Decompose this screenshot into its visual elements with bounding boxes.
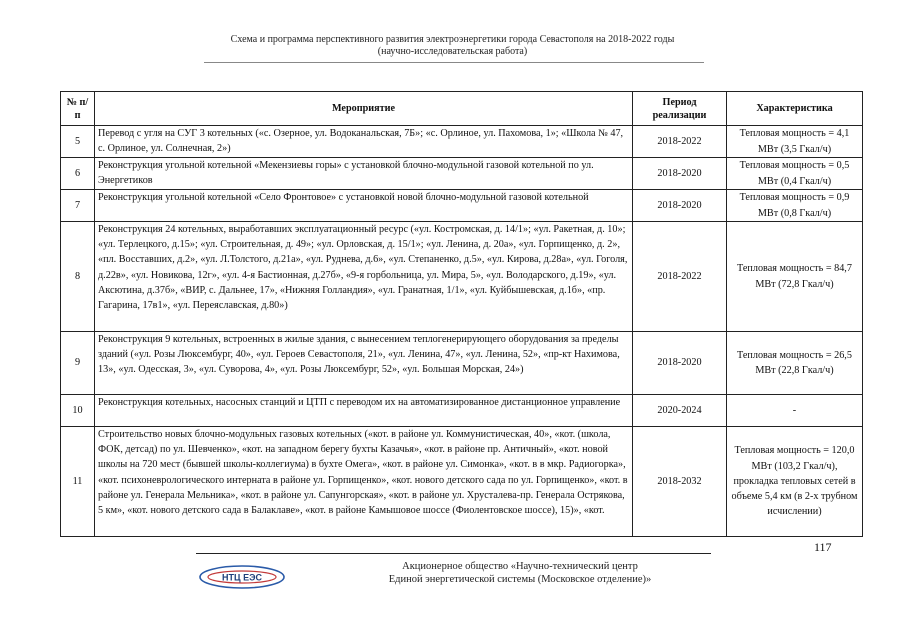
row-period: 2018-2020 bbox=[633, 332, 727, 395]
column-header-period: Период реализации bbox=[633, 92, 727, 126]
header-title: Схема и программа перспективного развития электроэнергетики города Севастополя на 2018-2022 годы bbox=[230, 34, 675, 45]
row-number: 7 bbox=[61, 190, 95, 222]
row-period: 2018-2020 bbox=[633, 158, 727, 190]
footer-divider bbox=[196, 553, 711, 554]
row-characteristic: Тепловая мощность = 26,5 МВт (22,8 Гкал/ч) bbox=[727, 332, 863, 395]
row-measure: Реконструкция 24 котельных, выработавших эксплуатационный ресурс («ул. Костромская, д. 14/1»; «ул. Ракетная, д. 10»; «ул. Терлецкого, д.15»; «ул. Строительная, д. 49»; «ул. Орловская, д. 15/1»; «ул. Ленина, д. 20а», «ул. Горпищенко, д. 2», «пл. Восставших, д.2», «ул. Л.Толстого, д.21а», «ул. Руднева, д.6», «ул. Степаненко, д.5», «ул. Кирова, д.28а», «ул. Гоголя, д.22в», «ул. Новикова, 12г», «ул. 4-я Бастионная, д.27б», «9-я горбольница, ул. Мира, 5», «ул. Володарского, д.19», «ул. Аксютина, д.37б», «ВИР, с. Дальнее, 17», «Нижняя Голландия», «ул. Гранатная, 1/1», «ул. Куйбышевская, д.1б», «пр. Гагарина, 17в1», «ул. Переяславская, д.80») bbox=[95, 222, 633, 332]
table-row bbox=[61, 332, 863, 395]
row-period: 2020-2024 bbox=[633, 395, 727, 427]
row-number: 9 bbox=[61, 332, 95, 395]
row-characteristic: - bbox=[727, 395, 863, 427]
footer-line-2: Единой энергетической системы (Московское отделение)» bbox=[388, 574, 652, 585]
row-characteristic: Тепловая мощность = 84,7 МВт (72,8 Гкал/ч) bbox=[727, 222, 863, 332]
row-number: 11 bbox=[61, 427, 95, 537]
header-subtitle: (научно-исследовательская работа) bbox=[377, 46, 528, 57]
table-row bbox=[61, 427, 863, 537]
footer-organization bbox=[340, 560, 700, 586]
row-characteristic: Тепловая мощность = 0,5 МВт (0,4 Гкал/ч) bbox=[727, 158, 863, 190]
ntc-ees-logo bbox=[198, 563, 286, 591]
column-header-num: № п/п bbox=[61, 92, 95, 126]
row-measure: Строительство новых блочно-модульных газовых котельных («кот. в районе ул. Коммунистическая, 40», «кот. (школа, ФОК, детсад) по ул. Шевченко», «кот. на западном берегу бухты Казачья», «кот. в районе пр. Античный», «кот. новой школы на 720 мест (бывшей школы-коллегиума) в бухте Омега», «кот. в районе ул. Симонка», «кот. в в мкр. Радиогорка», «кот. психоневрологического интерната в районе ул. Горпищенко», «кот. нового детского сада по ул. Горпищенко», «кот. в районе ул. Генерала Мельника», «кот. в районе ул. Сапунгорская», «кот. в районе ул. Хрусталева-пр. Генерала Острякова, 5 км», «кот. нового детского сада в Балаклаве», «кот. в районе Камышовое шоссе (Фиолентовское шоссе), 15)», «кот. bbox=[95, 427, 633, 537]
document-header bbox=[0, 34, 905, 58]
logo-text: НТЦ ЕЭС bbox=[222, 572, 262, 583]
row-measure: Реконструкция 9 котельных, встроенных в жилые здания, с вынесением теплогенерирующего оборудования за пределы зданий («ул. Розы Люксембург, 40», «ул. Героев Севастополя, 21», «ул. Ленина, 47», «ул. Ленина, 52», «пр-кт Нахимова, 13», «ул. Одесская, 3», «ул. Суворова, 4», «ул. Розы Люксембург, 52», «ул. Большая Морская, 24») bbox=[95, 332, 633, 395]
row-characteristic: Тепловая мощность = 120,0 МВт (103,2 Гкал/ч), прокладка тепловых сетей в объеме 5,4 км (в 2-х трубном исчислении) bbox=[727, 427, 863, 537]
table-header-row bbox=[61, 92, 863, 126]
row-characteristic: Тепловая мощность = 4,1 МВт (3,5 Гкал/ч) bbox=[727, 126, 863, 158]
table-row bbox=[61, 126, 863, 158]
page-number: 117 bbox=[814, 540, 832, 554]
table-row bbox=[61, 158, 863, 190]
row-number: 10 bbox=[61, 395, 95, 427]
row-measure: Реконструкция котельных, насосных станций и ЦТП с переводом их на автоматизированное дистанционное управление bbox=[95, 395, 633, 427]
row-period: 2018-2020 bbox=[633, 190, 727, 222]
table-row bbox=[61, 222, 863, 332]
row-period: 2018-2022 bbox=[633, 222, 727, 332]
footer-line-1: Акционерное общество «Научно-технический центр bbox=[402, 561, 638, 572]
row-characteristic: Тепловая мощность = 0,9 МВт (0,8 Гкал/ч) bbox=[727, 190, 863, 222]
logo-icon bbox=[198, 563, 286, 591]
row-number: 5 bbox=[61, 126, 95, 158]
column-header-characteristic: Характеристика bbox=[727, 92, 863, 126]
row-measure: Реконструкция угольной котельной «Мекензиевы горы» с установкой блочно-модульной газовой котельной по ул. Энергетиков bbox=[95, 158, 633, 190]
row-period: 2018-2022 bbox=[633, 126, 727, 158]
row-measure: Реконструкция угольной котельной «Село Фронтовое» с установкой новой блочно-модульной газовой котельной bbox=[95, 190, 633, 222]
column-header-measure: Мероприятие bbox=[95, 92, 633, 126]
measures-table bbox=[60, 91, 863, 537]
row-period: 2018-2032 bbox=[633, 427, 727, 537]
row-number: 8 bbox=[61, 222, 95, 332]
row-measure: Перевод с угля на СУГ 3 котельных («с. Озерное, ул. Водоканальская, 7Б»; «с. Орлиное, ул. Пахомова, 1»; «Школа № 47, с. Орлиное, ул. Солнечная, 2») bbox=[95, 126, 633, 158]
table-row bbox=[61, 190, 863, 222]
header-divider bbox=[204, 62, 704, 63]
row-number: 6 bbox=[61, 158, 95, 190]
table-row bbox=[61, 395, 863, 427]
